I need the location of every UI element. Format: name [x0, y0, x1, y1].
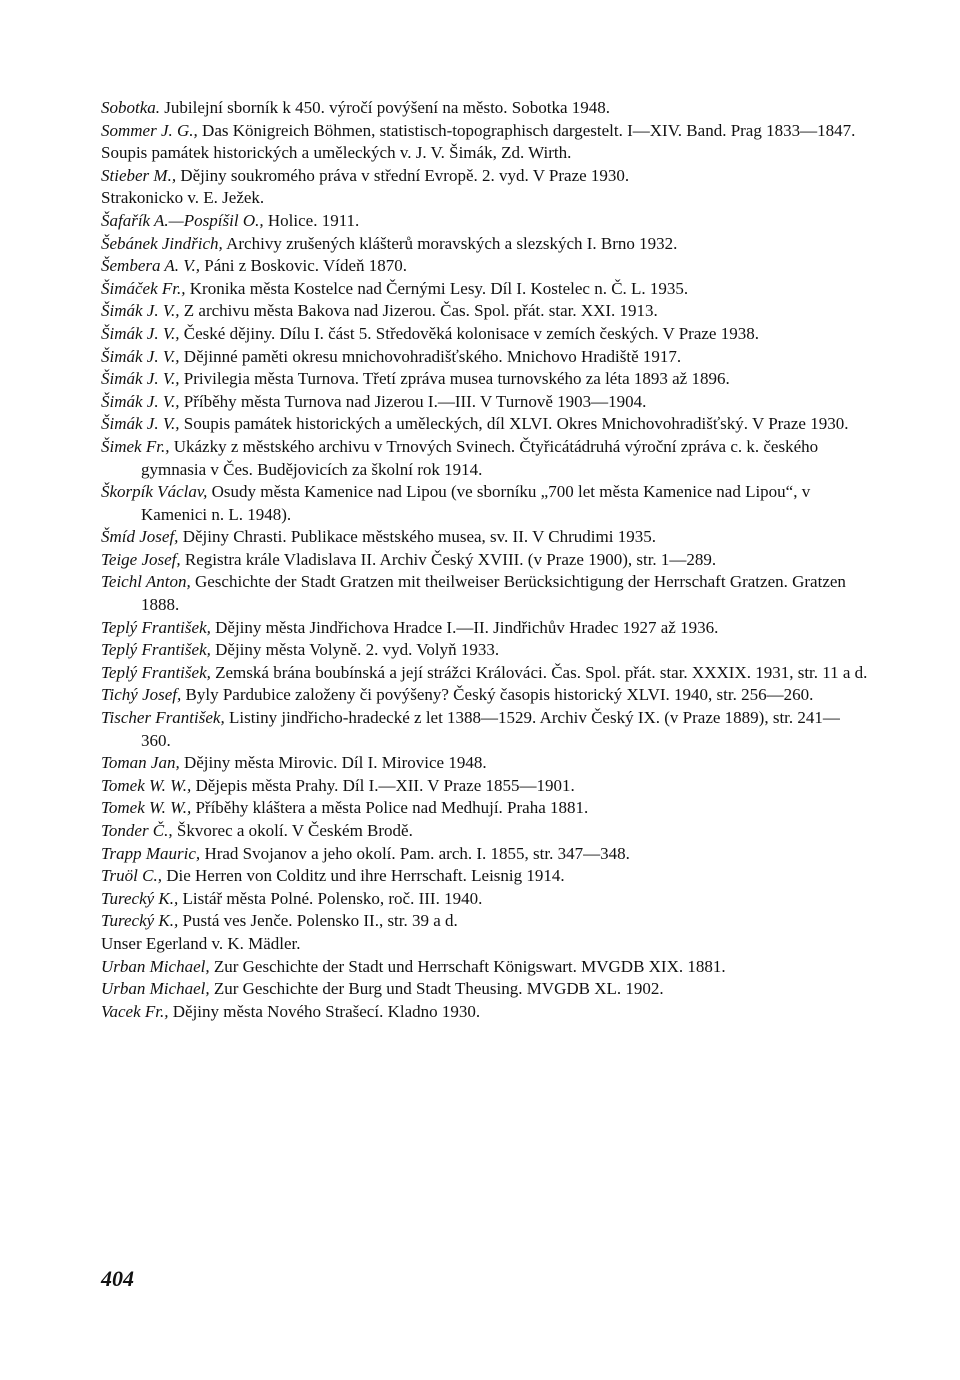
- entry-text: Ukázky z městského archivu v Trnových Svinech. Čtyřicátádruhá výroční zpráva c. k. českého gymnasia v Čes. Budějovicích za školní rok 1914.: [141, 436, 819, 479]
- entry-text: Dějiny města Nového Strašecí. Kladno 1930.: [168, 1001, 481, 1021]
- entry-author: Šmíd Josef,: [101, 527, 179, 547]
- entry-text: Dějiny města Jindřichova Hradce I.—II. Jindřichův Hradec 1927 až 1936.: [210, 617, 719, 637]
- bibliography-entry: [101, 797, 869, 820]
- entry-author: Šimek Fr.,: [101, 436, 170, 456]
- bibliography-entry: [101, 346, 869, 369]
- bibliography-entry: [101, 142, 869, 165]
- entry-text: Holice. 1911.: [263, 210, 360, 230]
- bibliography-entry: [101, 391, 869, 414]
- entry-text: Škvorec a okolí. V Českém Brodě.: [172, 821, 413, 840]
- bibliography-entry: [101, 820, 869, 843]
- entry-text: Soupis památek historických a uměleckých, díl XLVI. Okres Mnichovohradišťský. V Praze 1930.: [179, 414, 849, 434]
- entry-author: Teplý František,: [101, 662, 211, 682]
- entry-author: Šimák J. V.,: [101, 414, 180, 434]
- bibliography-entry: [101, 187, 869, 210]
- entry-author: Šimáček Fr.,: [101, 278, 186, 298]
- bibliography-entry: [101, 888, 869, 911]
- bibliography-entry: [101, 549, 869, 572]
- entry-text: Geschichte der Stadt Gratzen mit theilweiser Berücksichtigung der Herrschaft Gratzen. Gratzen 1888.: [141, 572, 846, 615]
- entry-text: Dějiny města Volyně. 2. vyd. Volyň 1933.: [210, 640, 500, 660]
- entry-text: Osudy města Kamenice nad Lipou (ve sborníku „700 let města Kamenice nad Lipou“, v Kamenici n. L. 1948).: [141, 482, 811, 524]
- entry-text: Kronika města Kostelce nad Černými Lesy. Díl I. Kostelec n. Č. L. 1935.: [185, 278, 689, 298]
- bibliography-entry: [101, 933, 869, 956]
- bibliography-entry: [101, 255, 869, 278]
- entry-author: Urban Michael,: [101, 956, 210, 976]
- entry-author: Toman Jan,: [101, 753, 180, 773]
- bibliography-entry: [101, 481, 869, 526]
- bibliography-entry: [101, 526, 869, 549]
- entry-text: Registra krále Vladislava II. Archiv Český XVIII. (v Praze 1900), str. 1—289.: [180, 549, 717, 569]
- entry-text: Pustá ves Jenče. Polensko II., str. 39 a d.: [178, 911, 458, 931]
- bibliography-entry: [101, 752, 869, 775]
- entry-author: Stieber M.,: [101, 165, 177, 185]
- entry-text: Z archivu města Bakova nad Jizerou. Čas. Spol. přát. star. XXI. 1913.: [179, 301, 658, 321]
- entry-author: Sobotka.: [101, 98, 161, 117]
- bibliography-entry: [101, 571, 869, 616]
- bibliography-entry: [101, 413, 869, 436]
- entry-author: Sommer J. G.,: [101, 120, 198, 140]
- entry-author: Škorpík Václav,: [101, 482, 208, 502]
- bibliography-entry: [101, 978, 869, 1001]
- bibliography-entry: [101, 436, 869, 481]
- entry-text: Zur Geschichte der Stadt und Herrschaft Königswart. MVGDB XIX. 1881.: [209, 956, 726, 976]
- entry-author: Šembera A. V.,: [101, 256, 201, 276]
- bibliography-entry: [101, 278, 869, 301]
- entry-author: Šimák J. V.,: [101, 346, 180, 366]
- entry-author: Turecký K.,: [101, 911, 179, 931]
- bibliography-entry: [101, 684, 869, 707]
- bibliography-entry: [101, 775, 869, 798]
- entry-text: Archivy zrušených klášterů moravských a slezských I. Brno 1932.: [222, 233, 678, 253]
- entry-text: Dějepis města Prahy. Díl I.—XII. V Praze 1855—1901.: [191, 775, 575, 795]
- entry-author: Šimák J. V.,: [101, 323, 180, 343]
- entry-text: Páni z Boskovic. Vídeň 1870.: [200, 256, 407, 276]
- entry-text: Byly Pardubice založeny či povýšeny? Český časopis historický XLVI. 1940, str. 256—260.: [181, 685, 814, 705]
- bibliography-entry: [101, 165, 869, 188]
- entry-author: Vacek Fr.,: [101, 1001, 169, 1021]
- entry-text: Soupis památek historických a uměleckých v. J. V. Šimák, Zd. Wirth.: [101, 143, 572, 163]
- entry-text: Zemská brána boubínská a její strážci Králováci. Čas. Spol. přát. star. XXXIX. 1931, str. 11 a d.: [210, 662, 868, 682]
- bibliography-entry: [101, 97, 869, 120]
- entry-text: Unser Egerland v. K. Mädler.: [101, 933, 301, 953]
- entry-text: Strakonicko v. E. Ježek.: [101, 188, 265, 208]
- entry-author: Teige Josef,: [101, 549, 181, 569]
- entry-author: Šimák J. V.,: [101, 391, 180, 411]
- bibliography-entry: [101, 843, 869, 866]
- entry-text: Privilegia města Turnova. Třetí zpráva musea turnovského za léta 1893 až 1896.: [179, 369, 730, 389]
- entry-author: Trapp Mauric,: [101, 843, 201, 863]
- entry-text: Dějiny města Mirovic. Díl I. Mirovice 1948.: [179, 753, 487, 773]
- entry-author: Truöl C.,: [101, 866, 162, 886]
- entry-author: Šimák J. V.,: [101, 301, 180, 321]
- entry-text: Hrad Svojanov a jeho okolí. Pam. arch. I. 1855, str. 347—348.: [200, 843, 630, 863]
- bibliography-entry: [101, 233, 869, 256]
- entry-text: Dějiny Chrasti. Publikace městského musea, sv. II. V Chrudimi 1935.: [178, 527, 656, 547]
- bibliography-entry: [101, 210, 869, 233]
- entry-author: Šimák J. V.,: [101, 369, 180, 389]
- bibliography-entry: [101, 300, 869, 323]
- entry-text: České dějiny. Dílu I. část 5. Středověká kolonisace v zemích českých. V Praze 1938.: [179, 323, 759, 343]
- entry-author: Tomek W. W.,: [101, 798, 192, 818]
- page-number: 404: [101, 1266, 134, 1291]
- entry-author: Turecký K.,: [101, 888, 179, 908]
- entry-text: Die Herren von Colditz und ihre Herrschaft. Leisnig 1914.: [161, 866, 565, 886]
- entry-text: Listiny jindřicho-hradecké z let 1388—1529. Archiv Český IX. (v Praze 1889), str. 241—360.: [141, 708, 840, 750]
- bibliography-entry: [101, 910, 869, 933]
- entry-author: Tichý Josef,: [101, 685, 182, 705]
- bibliography-entry: [101, 120, 869, 143]
- bibliography-entry: [101, 639, 869, 662]
- entry-author: Teplý František,: [101, 617, 211, 637]
- bibliography-entry: [101, 662, 869, 685]
- entry-author: Urban Michael,: [101, 979, 210, 999]
- entry-author: Tischer František,: [101, 708, 225, 728]
- bibliography-entry: [101, 368, 869, 391]
- entry-text: Das Königreich Böhmen, statistisch-topographisch dargestelt. I—XIV. Band. Prag 1833—1847.: [197, 120, 856, 140]
- bibliography-entry: [101, 707, 869, 752]
- bibliography-entry: [101, 956, 869, 979]
- entry-author: Tonder Č.,: [101, 821, 173, 840]
- bibliography-entry: [101, 865, 869, 888]
- entry-author: Šafařík A.—Pospíšil O.,: [101, 210, 264, 230]
- bibliography-list: [101, 97, 869, 1023]
- entry-text: Příběhy města Turnova nad Jizerou I.—III. V Turnově 1903—1904.: [179, 391, 647, 411]
- bibliography-entry: [101, 323, 869, 346]
- entry-author: Tomek W. W.,: [101, 775, 192, 795]
- entry-text: Příběhy kláštera a města Police nad Medhují. Praha 1881.: [191, 798, 589, 818]
- bibliography-entry: [101, 617, 869, 640]
- bibliography-entry: [101, 1001, 869, 1024]
- entry-text: Dějiny soukromého práva v střední Evropě. 2. vyd. V Praze 1930.: [176, 165, 630, 185]
- entry-text: Jubilejní sborník k 450. výročí povýšení na město. Sobotka 1948.: [160, 98, 611, 117]
- entry-author: Šebánek Jindřich,: [101, 233, 223, 253]
- entry-text: Zur Geschichte der Burg und Stadt Theusing. MVGDB XL. 1902.: [209, 979, 664, 999]
- entry-author: Teplý František,: [101, 640, 211, 660]
- entry-author: Teichl Anton,: [101, 572, 191, 592]
- entry-text: Listář města Polné. Polensko, roč. III. 1940.: [178, 888, 483, 908]
- entry-text: Dějinné paměti okresu mnichovohradišťského. Mnichovo Hradiště 1917.: [179, 346, 682, 366]
